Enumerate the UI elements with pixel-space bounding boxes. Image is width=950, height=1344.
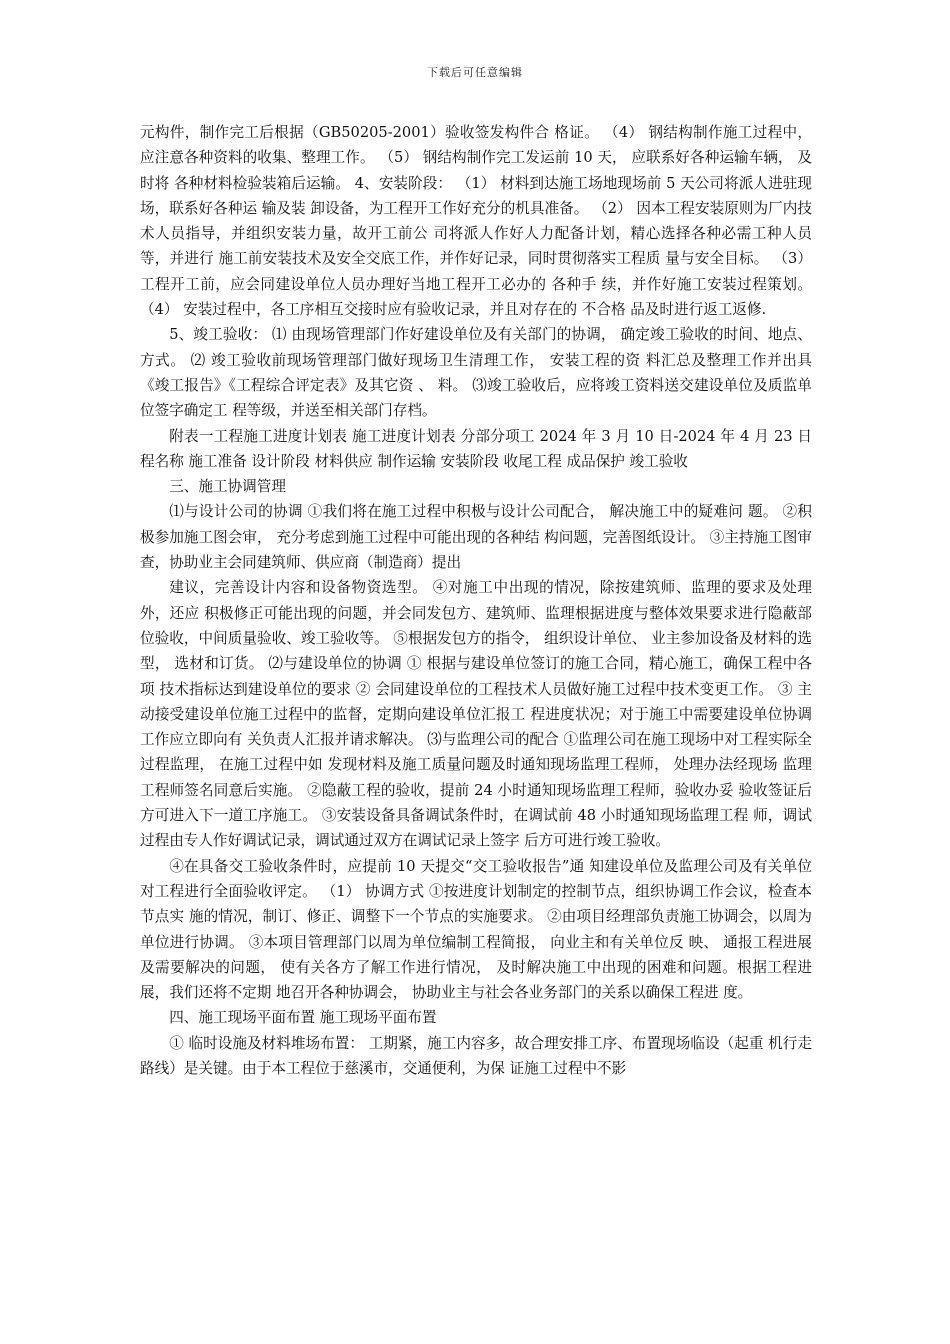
paragraph-owner-supervisor-coordination: 建议，完善设计内容和设备物资选型。 ④对施工中出现的情况，除按建筑师、监理的要求及处理外，还应 积极修正可能出现的问题，并会同发包方、建筑师、监理根据进度与整体效果要求进行隐蔽部位验收，中间质量验收、竣工验收等。 ⑤根据发包方的指令， 组织设计单位、 业主参加设备及材料的选型， 选材和订货。 ⑵与建设单位的协调 ① 根据与建设单位签订的施工合同，精心施工，确保工程中各项 技术指标达到建设单位的要求 ② 会同建设单位的工程技术人员做好施工过程中技术变更工作。 ③ 主动接受建设单位施工过程中的监督，定期向建设单位汇报工 程进度状况；对于施工中需要建设单位协调工作应立即向有 关负责人汇报并请求解决。 ⑶与监理公司的配合 ①监理公司在施工现场中对工程实际全过程监理， 在施工过程中如 发现材料及施工质量问题及时通知现场监理工程师， 处理办法经现场 监理工程师签名同意后实施。 ②隐蔽工程的验收，提前 24 小时通知现场监理工程师，验收办妥 验收签证后方可进入下一道工序施工。 ③安装设备具备调试条件时，在调试前 48 小时通知现场监理工程 师，调试过程由专人作好调试记录，调试通过双方在调试记录上签字 后方可进行竣工验收。 bbox=[140, 579, 812, 850]
paragraph-steel-fabrication-installation: 元构件，制作完工后根据（GB50205-2001）验收签发构件合 格证。 （4） 钢结构制作施工过程中，应注意各种资料的收集、整理工作。 （5） 钢结构制作完工发运前 10 天， 应联系好各种运输车辆， 及时将 各种材料检验装箱后运输。 4、安装阶段： （1） 材料到达施工场地现场前 5 天公司将派人进驻现场，联系好各种运 输及装 卸设备，为工程开工作好充分的机具准备。 （2） 因本工程安装原则为厂内技术人员指导，并组织安装力量，故开工前公 司将派人作好人力配备计划，精心选择各种必需工种人员等，并进行 施工前安装技术及安全交底工作，并作好记录，同时贯彻落实工程质 量与安全目标。 （3） 工程开工前，应会同建设单位人员办理好当地工程开工必办的 各种手 续，并作好施工安装过程策划。 （4） 安装过程中，各工序相互交接时应有验收记录，并且对存在的 不合格 品及时进行返工返修. bbox=[140, 124, 812, 319]
paragraph-completion-acceptance: 5、竣工验收： ⑴ 由现场管理部门作好建设单位及有关部门的协调， 确定竣工验收的时间、地点、方式。 ⑵ 竣工验收前现场管理部门做好现场卫生清理工作， 安装工程的资 料汇总及整理工作并出具《竣工报告》《工程综合评定表》及其它资 、 料。 ⑶竣工验收后，应将竣工资料送交建设单位及质监单位签字确定工 程等级，并送至相关部门存档。 bbox=[140, 326, 812, 420]
paragraph-schedule-table: 附表一工程施工进度计划表 施工进度计划表 分部分项工 2024 年 3 月 10 日-2024 年 4 月 23 日 程名称 施工准备 设计阶段 材料供应 制作运输 安装阶段 收尾工程 成品保护 竣工验收 bbox=[140, 427, 812, 470]
paragraph-temporary-facilities: ① 临时设施及材料堆场布置： 工期紧，施工内容多，故合理安排工序、布置现场临设（起重 机行走路线）是关键。由于本工程位于慈溪市，交通便利，为保 证施工过程中不影 bbox=[140, 1034, 812, 1077]
section-heading-coordination: 三、施工协调管理 bbox=[169, 478, 286, 496]
document-body bbox=[140, 120, 812, 1081]
section-heading-site-layout: 四、施工现场平面布置 施工现场平面布置 bbox=[169, 1009, 437, 1027]
paragraph-handover-coordination-method: ④在具备交工验收条件时，应提前 10 天提交“交工验收报告”通 知建设单位及监理公司及有关单位对工程进行全面验收评定。 （1） 协调方式 ①按进度计划制定的控制节点，组织协调工作会议，检查本节点实 施的情况，制订、修正、调整下一个节点的实施要求。 ②由项目经理部负责施工协调会，以周为单位进行协调。 ③本项目管理部门以周为单位编制工程简报， 向业主和有关单位反 映、 通报工程进展及需要解决的问题， 使有关各方了解工作进行情况， 及时解决施工中出现的困难和问题。根据工程进展，我们还将不定期 地召开各种协调会， 协助业主与社会各业务部门的关系以确保工程进 度。 bbox=[140, 857, 812, 1002]
page-header: 下载后可任意编辑 bbox=[427, 66, 523, 79]
paragraph-design-coordination: ⑴与设计公司的协调 ①我们将在施工过程中积极与设计公司配合， 解决施工中的疑难问 题。 ②积极参加施工图会审， 充分考虑到施工过程中可能出现的各种结 构问题，完善图纸设计。 ③主持施工图审查，协助业主会同建筑师、供应商（制造商）提出 bbox=[140, 503, 812, 572]
